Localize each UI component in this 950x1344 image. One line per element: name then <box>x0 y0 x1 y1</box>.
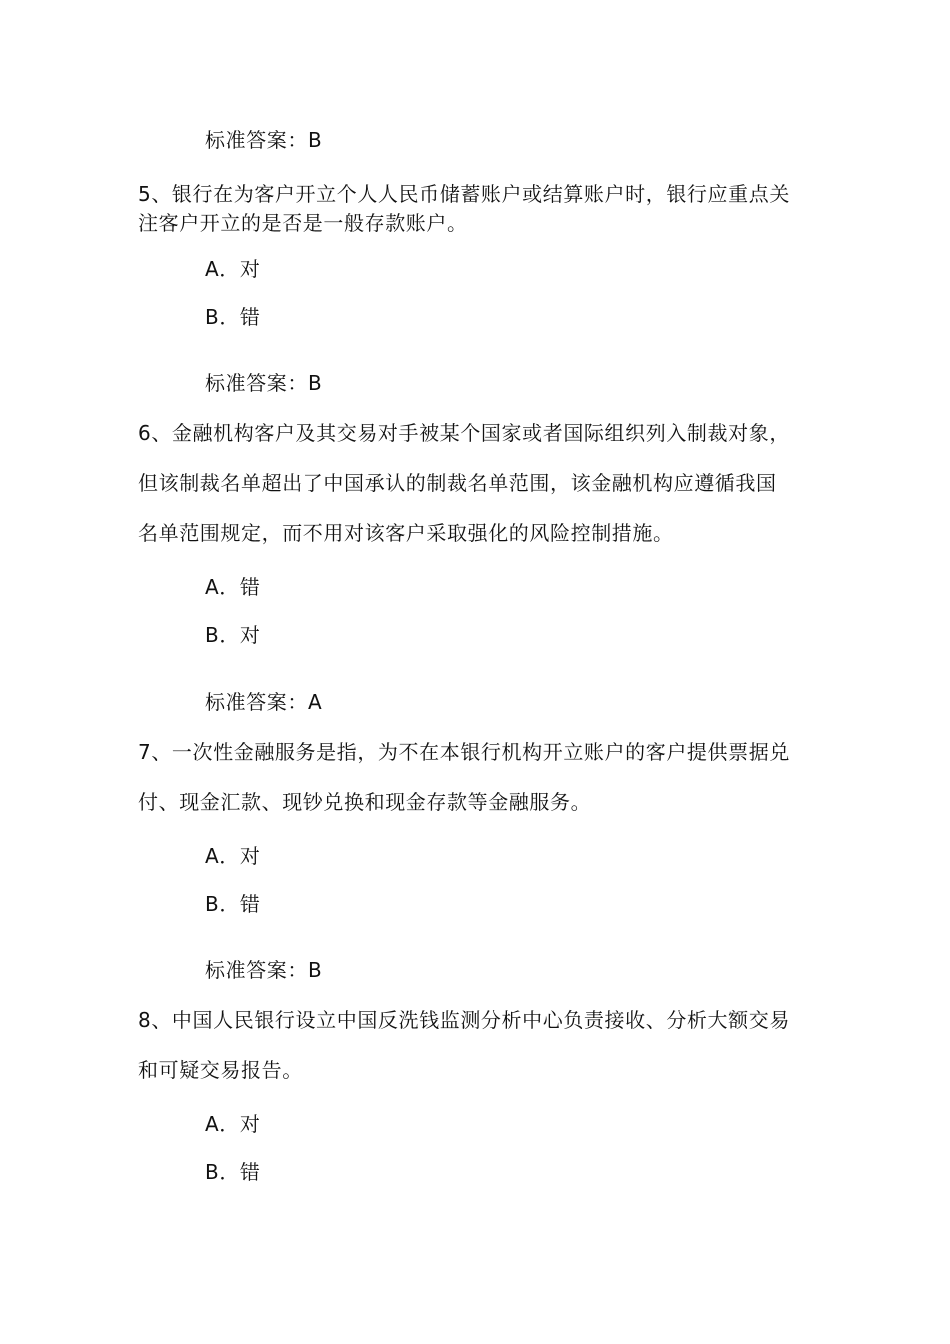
question-6-line-1: 6、金融机构客户及其交易对手被某个国家或者国际组织列入制裁对象， <box>138 421 790 445</box>
question-5-option-b: B．错 <box>205 305 261 329</box>
question-7-line-2: 付、现金汇款、现钞兑换和现金存款等金融服务。 <box>138 790 592 814</box>
question-6-line-3: 名单范围规定，而不用对该客户采取强化的风险控制措施。 <box>138 521 674 545</box>
question-5-line-1: 5、银行在为客户开立个人人民币储蓄账户或结算账户时，银行应重点关 <box>138 182 790 206</box>
question-5-line-2: 注客户开立的是否是一般存款账户。 <box>138 211 468 235</box>
question-7-option-b: B．错 <box>205 892 261 916</box>
question-6-line-2: 但该制裁名单超出了中国承认的制裁名单范围，该金融机构应遵循我国 <box>138 471 777 495</box>
question-6-option-a: A．错 <box>205 575 261 599</box>
question-5-option-a: A．对 <box>205 257 261 281</box>
question-8-line-1: 8、中国人民银行设立中国反洗钱监测分析中心负责接收、分析大额交易 <box>138 1008 790 1032</box>
question-6-answer: 标准答案：A <box>205 690 323 714</box>
question-5-answer: 标准答案：B <box>205 371 323 395</box>
question-7-line-1: 7、一次性金融服务是指，为不在本银行机构开立账户的客户提供票据兑 <box>138 740 790 764</box>
question-7-option-a: A．对 <box>205 844 261 868</box>
question-8-line-2: 和可疑交易报告。 <box>138 1058 303 1082</box>
answer-line-q4: 标准答案：B <box>205 128 323 152</box>
question-8-option-a: A．对 <box>205 1112 261 1136</box>
question-7-answer: 标准答案：B <box>205 958 323 982</box>
question-8-option-b: B．错 <box>205 1160 261 1184</box>
question-6-option-b: B．对 <box>205 623 261 647</box>
